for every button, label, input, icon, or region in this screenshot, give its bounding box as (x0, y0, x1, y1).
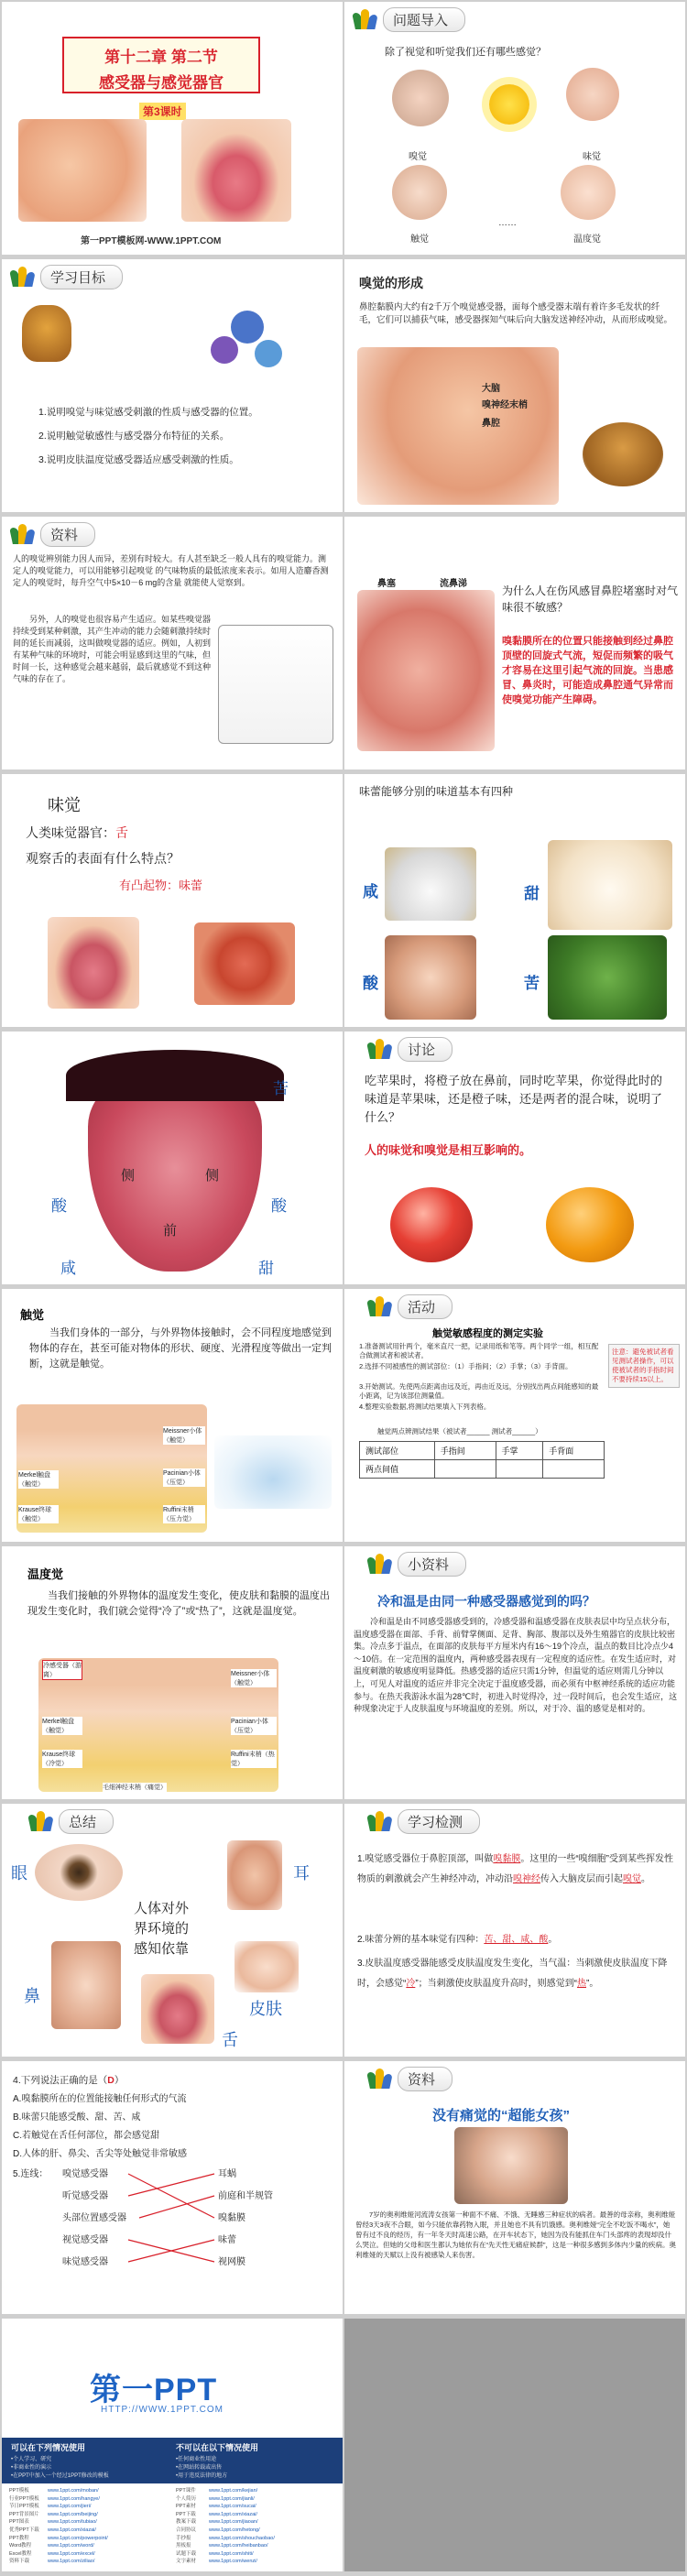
link-url[interactable]: www.1ppt.com/jieri/ (48, 2504, 92, 2510)
tongue-photo (48, 917, 139, 1009)
q1-part-d: 。 (641, 1874, 650, 1884)
logo-icon (11, 524, 35, 544)
slide-cold-smell (344, 517, 685, 770)
match-right-1: 耳蜗 (218, 2169, 236, 2179)
center-line-2: 界环境的 (134, 1921, 190, 1937)
reading-paragraph-2: 另外，人的嗅觉也很容易产生适应。如某些嗅觉器持续受到某种刺激，其产生冲动的能力会随刺激持续时间的延长而减弱，这叫做嗅觉器的适应。例如，人初到有某种气味的环境时，可能会明显感到这里的气味，但时间一长，这种感觉会越来越弱，最后就感觉不到这种气味的存在了。 (13, 615, 212, 683)
usage-forbidden-head: 不可以在以下情况使用 (176, 2443, 259, 2452)
link-label: 优秀PPT下载 (9, 2527, 39, 2533)
label-temperature: 温度觉 (573, 235, 601, 245)
touch-photo (392, 165, 447, 220)
slide-question-intro (344, 2, 685, 255)
q3-part-c: ”。 (586, 1979, 599, 1989)
usage-allowed-2: •非商业性的演示 (11, 2465, 52, 2471)
quiz-question-1 (357, 1850, 674, 1890)
q2-part-b: 。 (548, 1935, 558, 1945)
link-url[interactable]: www.1ppt.com/xiazai/ (209, 2511, 257, 2517)
link-row[interactable] (9, 2503, 92, 2511)
link-label: 个人简历 (176, 2495, 197, 2502)
logo-icon (368, 1811, 392, 1831)
table-cell-empty (496, 1460, 543, 1479)
touch-text: 当我们身体的一部分，与外界物体接触时，会不同程度地感觉到物体的存在，甚至可能对物体的形状、硬度、光滑程度等做出一定判断，这就是触觉。 (29, 1327, 332, 1370)
link-label: PPT教程 (9, 2535, 29, 2541)
logo-icon (368, 1296, 392, 1316)
usage-forbidden-2: •在网站转载或出售 (176, 2465, 223, 2471)
cold-answer: 嗅黏膜所在的位置只能接触到经过鼻腔顶壁的回旋式气流，短促而频繁的吸气才容易在这里引起气流的回旋。当患感冒、鼻炎时，可能造成鼻腔通气异常而使嗅觉功能产生障碍。 (502, 636, 673, 705)
slide-smell-reading (2, 517, 343, 770)
q2-part-a: 2.味蕾分辨的基本味觉有四种： (357, 1935, 485, 1945)
taste-photo (566, 68, 619, 121)
brand-url: HTTP://WWW.1PPT.COM (101, 2405, 224, 2415)
logo-icon (354, 9, 377, 29)
q3-part-b: ”；当刺激使皮肤温度升高时，则感觉到“ (415, 1979, 578, 1989)
slide-summary (2, 1804, 343, 2057)
taste-organ-label: 人类味觉器官： (26, 825, 115, 840)
header-title: 小资料 (398, 1552, 466, 1577)
smell-photo (392, 70, 449, 126)
link-url[interactable]: www.1ppt.com/beijing/ (48, 2511, 98, 2517)
slide-title (2, 2, 343, 255)
link-label: PPT课件 (176, 2488, 196, 2494)
goal-gear-icon (211, 336, 238, 364)
link-url[interactable]: www.1ppt.com/excel/ (48, 2550, 95, 2557)
center-line-3: 感知依靠 (134, 1941, 190, 1957)
matching-lines (2, 2061, 343, 2314)
header-title: 问题导入 (383, 7, 465, 32)
header-title: 活动 (398, 1294, 453, 1319)
option-d: D.人体的肝、鼻尖、舌尖等处触觉非常敏感 (13, 2149, 187, 2159)
label-merkel: Merkel触盘（触觉） (42, 1717, 82, 1735)
link-row[interactable] (9, 2495, 100, 2504)
ear-photo (227, 1840, 282, 1910)
taste-organ-line (26, 824, 128, 842)
slide-header (354, 7, 465, 31)
hand-photo (234, 1941, 299, 1992)
slide-header (368, 1552, 466, 1576)
link-row[interactable] (9, 2527, 96, 2535)
links-left-column (9, 2487, 108, 2566)
link-url[interactable]: www.1ppt.com/xiazai/ (48, 2527, 96, 2533)
slide-four-tastes (344, 774, 685, 1027)
label-free-nerve-ending: 毛细神经末梢（痛觉） (103, 1785, 167, 1791)
match-left-3: 头部位置感受器 (62, 2213, 126, 2223)
link-row[interactable] (176, 2511, 257, 2519)
header-title: 讨论 (398, 1037, 453, 1062)
link-label: 资料下载 (9, 2559, 30, 2565)
label-meissner: Meissner小体（触觉） (163, 1426, 205, 1445)
option-a: A.嗅黏膜所在的位置能接触任何形式的气流 (13, 2094, 187, 2104)
table-header-cell: 手掌 (496, 1442, 543, 1460)
link-url[interactable]: www.1ppt.com/tubiao/ (48, 2519, 97, 2526)
logo-icon (368, 1039, 392, 1059)
center-text (134, 1899, 189, 1959)
nasal-cross-section-diagram (357, 590, 495, 751)
girl-photo (454, 2127, 568, 2204)
slide-cold-warm (344, 1546, 685, 1799)
logo-icon (29, 1811, 53, 1831)
slide-title: 触觉 (20, 1308, 45, 1322)
match-right-3: 嗅黏膜 (218, 2213, 245, 2223)
link-row[interactable] (176, 2558, 257, 2566)
link-url[interactable]: www.1ppt.com/shiti/ (209, 2550, 254, 2557)
sniffing-person-illustration (218, 625, 333, 744)
lesson-subtitle: 第3课时 (139, 103, 186, 120)
match-right-5: 视网膜 (218, 2257, 245, 2267)
q1-answer-1: 嗅黏膜 (493, 1854, 521, 1864)
table-title: 触觉两点辨测试结果（被试者______ 测试者______） (377, 1427, 542, 1435)
step-4: 4.整理实验数据,将测试结果填入下列表格。 (359, 1403, 491, 1411)
slide-title: 味蕾能够分别的味道基本有四种 (359, 785, 514, 798)
q1-answer-3: 嗅觉 (623, 1874, 641, 1884)
link-label: Excel教程 (9, 2550, 32, 2557)
slide-learning-goals (2, 259, 343, 512)
caution-note: 注意：避免被试者看见测试者操作，可以使被试者的手指时间不要持续15以上。 (608, 1344, 680, 1388)
zone-side-right: 侧 (205, 1168, 220, 1184)
q4-answer: D (107, 2075, 114, 2086)
q2-answer: 苦、甜、咸、酸 (484, 1935, 549, 1945)
link-row[interactable] (9, 2511, 98, 2519)
q4-stem: 4.下列说法正确的是（ (13, 2075, 108, 2086)
match-left-4: 视觉感受器 (62, 2235, 108, 2245)
taste-bud-microscope-photo (194, 922, 295, 1005)
label-ear: 耳 (293, 1864, 310, 1883)
slide-header (368, 1294, 453, 1318)
usage-forbidden-1: •任何商业性用途 (176, 2457, 217, 2462)
site-credit: 第一PPT模板网-WWW.1PPT.COM (81, 236, 222, 246)
slide-smell-formation (344, 259, 685, 512)
header-title: 资料 (398, 2067, 453, 2091)
link-url[interactable]: www.1ppt.com/hetong/ (209, 2527, 260, 2533)
slide-quiz (344, 1804, 685, 2057)
child-sour-face-photo (385, 935, 476, 1020)
q1-part-c: 传入大脑皮层而引起 (540, 1874, 623, 1884)
q1-part-b: 。这里的一些“嗅细胞”受到某些挥发性物质的刺激就会产生神经冲动，冲动沿 (357, 1854, 674, 1884)
link-label: PPT素材 (176, 2504, 196, 2510)
link-label: 行业PPT模板 (9, 2495, 39, 2502)
taste-sweet: 甜 (524, 885, 540, 902)
goal-3: 3.说明皮肤温度觉感受器适应感受刺激的性质。 (38, 454, 239, 465)
orange-photo (546, 1187, 634, 1262)
face-profile-illustration (18, 119, 147, 222)
q3-answer-2: 热 (577, 1979, 587, 1989)
link-label: 节日PPT模板 (9, 2504, 39, 2510)
empty-cell (344, 2319, 685, 2571)
label-tongue: 舌 (222, 2031, 238, 2049)
observe-question: 观察舌的表面有什么特点？ (26, 851, 180, 866)
tongue-photo (141, 1974, 214, 2044)
slide-temperature (2, 1546, 343, 1799)
tongue-photo (181, 119, 291, 222)
link-row[interactable] (9, 2487, 99, 2495)
link-row[interactable] (176, 2503, 256, 2511)
zone-bitter: 苦 (273, 1080, 289, 1097)
label-pacinian: Pacinian小体（压觉） (231, 1717, 277, 1735)
q3-part-a: 3.皮肤温度感受器能感受皮肤温度发生变化，当气温：当刺激使皮肤温度下降时，会感觉“ (357, 1959, 668, 1989)
cold-warm-text: 冷和温是由不同感受器感受到的，冷感受器和温感受器在皮肤表层中均呈点状分布，温度感受器在面部、手背、前臂掌侧面、足背、胸部、腹部以及外生殖器官的皮肤比较密集。冷点多于温点，在面部的皮肤每平方厘米内有16～19个冷点，温点的数目比冷点少4～10倍。在一定范围的温度内，两种感受器表现有一定程度的适应性。在发生适应时，对温度刺激的敏感度明显降低。热感受器的适应只需1分钟，但温觉的适应则需几分钟以上，可见人对温度的适应并非完全决定于温度感受器，而必须有中枢神经系统的适应功能参与。在热天我游泳水温为28℃时，初进入时觉得冷，过一段时间后，也会发生适应，这种现象决定于人皮肤温度与环境温度的差别。所以，对于冷、温的感觉是相对的。 (354, 1617, 678, 1714)
link-url[interactable]: www.1ppt.com/powerpoint/ (48, 2535, 108, 2541)
link-row[interactable] (9, 2535, 108, 2543)
link-row[interactable] (176, 2527, 260, 2535)
bitter-melon-photo (548, 935, 667, 1020)
slide-header (368, 2067, 453, 2090)
link-label: 文字素材 (176, 2559, 197, 2565)
link-url[interactable]: www.1ppt.com/ziliao/ (48, 2559, 95, 2565)
link-label: 黑板报 (176, 2543, 191, 2549)
link-url[interactable]: www.1ppt.com/heibanbao/ (209, 2543, 268, 2549)
apple-photo (390, 1187, 473, 1262)
slide-title: 温度觉 (27, 1567, 64, 1581)
match-left-5: 味觉感受器 (62, 2257, 108, 2267)
match-right-2: 前庭和半规管 (218, 2191, 273, 2201)
link-label: 合同协议 (176, 2527, 197, 2533)
owl-mascot-illustration (22, 305, 71, 362)
link-url[interactable]: www.1ppt.com/hangye/ (48, 2495, 100, 2502)
table-header-cell: 手背面 (543, 1442, 605, 1460)
link-row[interactable] (9, 2550, 95, 2559)
results-table (359, 1441, 605, 1479)
label-krause: Krause终球（触觉） (18, 1505, 59, 1523)
slide-title: 味觉 (48, 796, 81, 814)
step-1: 1.准备测试用针两个，毫米直尺一把，记录用纸和笔等。两个同学一组，相互配合做测试者和被试者。 (359, 1342, 599, 1359)
logo-icon (368, 1554, 392, 1574)
link-url[interactable]: www.1ppt.com/sucai/ (209, 2504, 256, 2510)
link-row[interactable] (9, 2518, 97, 2527)
discussion-answer: 人的味觉和嗅觉是相互影响的。 (365, 1143, 532, 1157)
label-stuffy-nose: 鼻塞 (377, 579, 396, 589)
muffin-photo (583, 422, 663, 486)
link-label: 手抄报 (176, 2535, 191, 2541)
mouth-outline (66, 1050, 284, 1101)
slide-header (11, 522, 95, 546)
brand-logo: 第一PPT (90, 2373, 218, 2407)
smell-text: 鼻腔黏膜内大约有2千万个嗅觉感受器，面每个感受器末端有着许多毛发状的纤毛，它们可以捕获气味，感受器探知气味后向大脑发送神经冲动，从而形成嗅觉。 (359, 302, 673, 325)
link-url[interactable]: www.1ppt.com/jianli/ (209, 2495, 255, 2502)
q1-part-a: 1.嗅觉感受器位于鼻腔顶部，叫做 (357, 1854, 494, 1864)
finger-touch-photo (214, 1435, 332, 1509)
q1-answer-2: 嗅神经 (513, 1874, 540, 1884)
slide-tongue-map (2, 1031, 343, 1284)
usage-forbidden-3: •用于违反法律的地方 (176, 2473, 228, 2479)
logo-icon (11, 267, 35, 287)
header-title: 资料 (40, 522, 95, 547)
cold-warm-question: 冷和温是由同一种感受器感觉到的吗？ (377, 1594, 595, 1609)
goal-gear-icon (231, 311, 264, 344)
match-left-2: 听觉感受器 (62, 2191, 108, 2201)
step-2: 2.选择不同被感性的测试部位：（1）手指间；（2）手掌；（3）手背面。 (359, 1362, 572, 1370)
goal-1: 1.说明嗅觉与味觉感受刺激的性质与感受器的位置。 (38, 407, 258, 418)
slide-painless-girl (344, 2061, 685, 2314)
match-line (128, 2174, 214, 2218)
eye-photo (35, 1844, 123, 1901)
label-runny-nose: 流鼻涕 (440, 579, 467, 589)
link-row[interactable] (176, 2542, 268, 2550)
link-label: PPT图表 (9, 2519, 29, 2526)
link-url[interactable]: www.1ppt.com/wenzi/ (209, 2559, 257, 2565)
table-cell-empty (543, 1460, 605, 1479)
papillae-answer: 有凸起物：味蕾 (119, 879, 203, 892)
link-row[interactable] (176, 2535, 275, 2543)
slide-quiz-2 (2, 2061, 343, 2314)
label-brain: 大脑 (482, 384, 500, 394)
label-ruffini: Ruffini末梢（热觉） (231, 1750, 277, 1768)
quiz-question-3 (357, 1954, 674, 1994)
label-ruffini: Ruffini末梢（压力觉） (163, 1505, 205, 1523)
cake-photo (548, 840, 672, 930)
link-label: Word教程 (9, 2543, 32, 2549)
link-url[interactable]: www.1ppt.com/kejian/ (209, 2488, 258, 2494)
label-nose: 鼻 (24, 1987, 40, 2005)
taste-salty: 咸 (363, 883, 378, 901)
label-cold-receptor: 冷感受器（游离） (42, 1660, 82, 1680)
label-olfactory-nerve: 嗅神经末梢 (482, 400, 528, 410)
label-nasal-cavity: 鼻腔 (482, 419, 500, 429)
zone-side-left: 侧 (121, 1168, 136, 1184)
slide-header (11, 265, 123, 289)
taste-sour: 酸 (363, 975, 378, 992)
link-row[interactable] (176, 2518, 258, 2527)
match-left-1: 嗅觉感受器 (62, 2169, 108, 2179)
goal-gear-icon (255, 340, 282, 367)
header-title: 学习目标 (40, 265, 123, 289)
table-row (360, 1460, 605, 1479)
label-smell: 嗅觉 (409, 152, 427, 162)
zone-front: 前 (163, 1223, 178, 1239)
slide-credits (2, 2319, 343, 2571)
header-title: 总结 (59, 1809, 114, 1834)
link-label: 试题下载 (176, 2550, 197, 2557)
link-row[interactable] (9, 2542, 94, 2550)
label-merkel: Merkel触盘（触觉） (18, 1470, 59, 1489)
table-cell-empty (434, 1460, 496, 1479)
usage-allowed-1: •个人学习、研究 (11, 2457, 52, 2462)
quiz-question-2 (357, 1930, 674, 1950)
q4-end: ） (114, 2075, 125, 2086)
option-b: B.味蕾只能感受酸、甜、苦、咸 (13, 2112, 141, 2123)
match-right-4: 味蕾 (218, 2235, 236, 2245)
experiment-title: 触觉敏感程度的测定实验 (432, 1328, 543, 1339)
link-label: PPT背景图片 (9, 2511, 39, 2517)
link-row[interactable] (176, 2487, 258, 2495)
title-box (62, 37, 260, 93)
usage-allowed-head: 可以在下列情况使用 (11, 2443, 86, 2452)
story-text: 7岁的奥利维娅河流涛女孩第一种面不不痛、不饿、无睡感三种症状的病者。最善的母亲称，奥利维娅曾经3天3夜不合眼，如今只能依靠药物入眠，并且她也不具有饥饿感。奥利维娅“完全不吃饭不喝水”，她曾有过不良的经历，有一年冬天时高速公路，在开车状态下，她因为没有能抓住车门头部疼的表现却没什么哭泣。但她的父母和医生都认为她依有在“先天性无痛症候群”，这是一种很多感到多体内少量的疾病。奥利维娅的天赋以上没有被感染人来伤害。 (355, 2210, 676, 2259)
title-line-2: 感受器与感觉器官 (99, 74, 224, 92)
option-c: C.若触觉在舌任何部位，都会感觉甜 (13, 2131, 159, 2141)
link-url[interactable]: www.1ppt.com/jiaoan/ (209, 2519, 258, 2526)
temperature-photo (561, 165, 616, 220)
question-text: 除了视觉和听觉我们还有哪些感觉？ (385, 47, 546, 58)
slide-header (368, 1809, 480, 1833)
quiz-question-5: 5.连线： (13, 2169, 49, 2179)
cold-question: 为什么人在伤风感冒鼻腔堵塞时对气味很不敏感？ (502, 584, 679, 614)
link-row[interactable] (176, 2495, 255, 2504)
zone-salty: 咸 (60, 1260, 76, 1277)
link-label: PPT模板 (9, 2488, 29, 2494)
link-row[interactable] (9, 2558, 95, 2566)
salt-photo (385, 847, 476, 921)
zone-sweet: 甜 (258, 1260, 274, 1277)
slide-header (368, 1037, 453, 1061)
label-krause: Krause终球（冷觉） (42, 1750, 82, 1768)
link-row[interactable] (176, 2550, 254, 2559)
slide-discussion (344, 1031, 685, 1284)
zone-sour-left: 酸 (51, 1197, 67, 1215)
label-eye: 眼 (11, 1864, 27, 1883)
taste-bitter: 苦 (524, 975, 540, 992)
label-meissner: Meissner小体（触觉） (231, 1669, 277, 1687)
link-url[interactable]: www.1ppt.com/shouchaobao/ (209, 2535, 275, 2541)
slide-header (29, 1809, 114, 1833)
nasal-anatomy-diagram (357, 347, 559, 505)
nose-photo (51, 1941, 121, 2029)
label-pacinian: Pacinian小体（压觉） (163, 1468, 205, 1487)
title-line-1: 第十二章 第二节 (104, 49, 218, 66)
table-header-cell: 测试部位 (360, 1442, 435, 1460)
zone-sour-right: 酸 (271, 1197, 287, 1215)
goal-2: 2.说明触觉敏感性与感受器分布特征的关系。 (38, 431, 230, 442)
ellipsis: …… (498, 218, 517, 228)
story-title: 没有痛觉的“超能女孩” (432, 2108, 571, 2123)
usage-allowed-3: •在PPT中加入一个经过1PPT修改的模板 (11, 2473, 109, 2479)
match-line (128, 2174, 214, 2196)
links-right-column (176, 2487, 275, 2566)
link-label: 教案下载 (176, 2519, 197, 2526)
taste-organ-answer: 舌 (115, 825, 128, 840)
q3-answer-1: 冷 (406, 1979, 416, 1989)
sun-icon (489, 84, 529, 125)
header-title: 学习检测 (398, 1809, 480, 1834)
discussion-question: 吃苹果时，将橙子放在鼻前，同时吃苹果，你觉得此时的味道是苹果味，还是橙子味，还是两者的混合味，说明了什么？ (365, 1074, 663, 1124)
center-line-1: 人体对外 (134, 1901, 190, 1916)
slide-touch (2, 1289, 343, 1542)
reading-paragraph-1: 人的嗅觉辨别能力因人而异，差别有时较大。有人甚至缺乏一般人具有的嗅觉能力。测定人的嗅觉能力，可以用能够引起嗅觉 的气味物质的最低浓度来表示。如用人造麝香测定人的嗅觉时，每升空气中5×10－6 mg的含量 就能使人觉察到。 (13, 554, 329, 587)
table-header-cell: 手指间 (434, 1442, 496, 1460)
label-touch: 触觉 (410, 235, 429, 245)
slide-taste (2, 774, 343, 1027)
step-3: 3.开始测试。先使两点距离由远及近，再由近及远，分别找出两点间能感知的最小距离，记为该部位测量值。 (359, 1382, 599, 1400)
table-header-row (360, 1442, 605, 1460)
link-url[interactable]: www.1ppt.com/moban/ (48, 2488, 99, 2494)
link-url[interactable]: www.1ppt.com/word/ (48, 2543, 94, 2549)
link-label: PPT下载 (176, 2511, 196, 2517)
label-skin: 皮肤 (249, 2000, 282, 2018)
label-taste: 味觉 (583, 152, 601, 162)
slide-activity (344, 1289, 685, 1542)
temperature-text: 当我们接触的外界物体的温度发生变化，使皮肤和黏膜的温度出现发生变化时，我们就会觉得“冷了”或“热了”，这就是温度觉。 (27, 1590, 330, 1617)
logo-icon (368, 2068, 392, 2089)
slide-title: 嗅觉的形成 (359, 276, 423, 290)
table-row-label: 两点间值 (360, 1460, 435, 1479)
